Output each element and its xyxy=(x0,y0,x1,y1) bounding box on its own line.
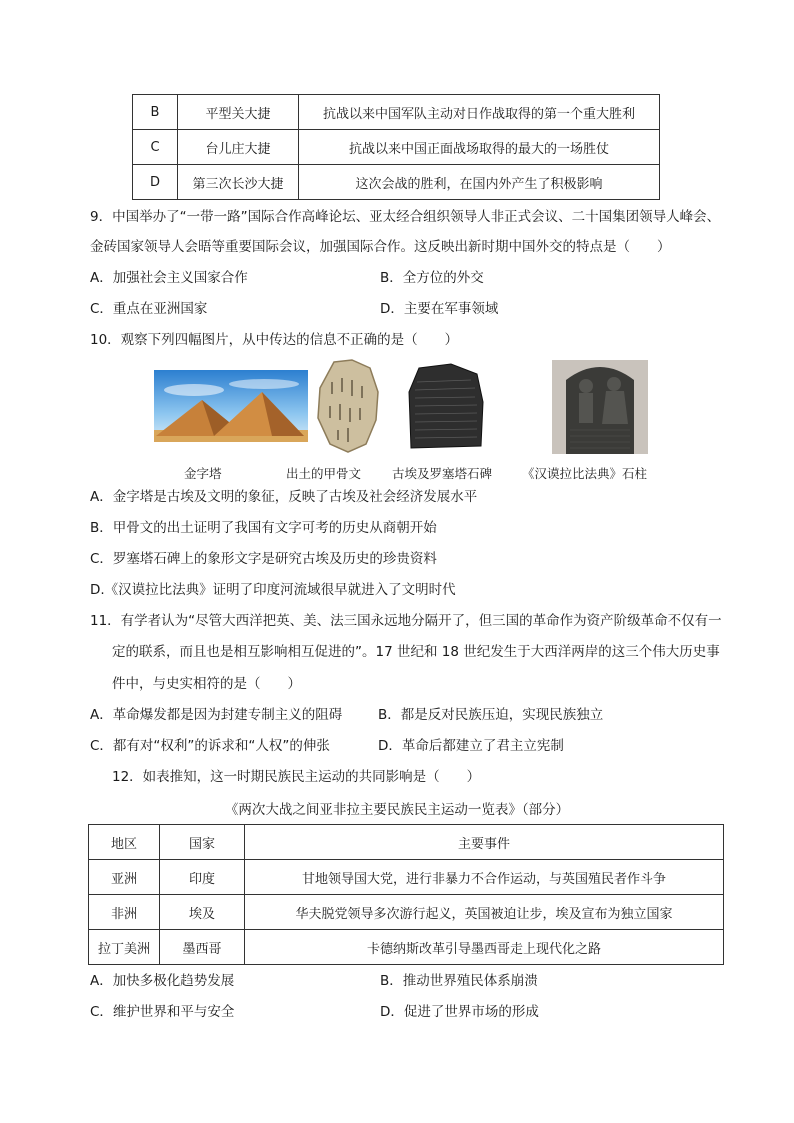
q11-stem-line2: 定的联系，而且也是相互影响相互促进的”。17 世纪和 18 世纪发生于大西洋两岸的这三个伟大历史事 xyxy=(112,644,720,660)
table-cell: 台儿庄大捷 xyxy=(178,130,299,165)
table-cell: 非洲 xyxy=(89,895,160,930)
q11-option-c: C．都有对“权利”的诉求和“人权”的伸张 xyxy=(90,738,330,754)
q10-stem: 10．观察下列四幅图片，从中传达的信息不正确的是（ ） xyxy=(90,332,459,348)
q9-stem-line1: 9．中国举办了“一带一路”国际合作高峰论坛、亚太经合组织领导人非正式会议、二十国集团领导人峰会、 xyxy=(90,209,721,225)
hammurabi-stele-image xyxy=(552,360,648,454)
oracle-bone-image xyxy=(312,358,384,454)
q9-option-a: A．加强社会主义国家合作 xyxy=(90,270,248,286)
table-header: 国家 xyxy=(160,825,245,860)
q9-stem-line2: 金砖国家领导人会晤等重要国际会议，加强国际合作。这反映出新时期中国外交的特点是（ ） xyxy=(90,239,671,255)
caption-pyramid: 金字塔 xyxy=(184,466,222,481)
table-header: 主要事件 xyxy=(245,825,724,860)
q11-stem-line1: 11．有学者认为“尽管大西洋把英、美、法三国永远地分隔开了，但三国的革命作为资产阶级革命不仅有一 xyxy=(90,613,722,629)
table-row xyxy=(89,895,724,930)
caption-hammurabi: 《汉谟拉比法典》石柱 xyxy=(522,466,648,481)
table-cell: 印度 xyxy=(160,860,245,895)
q12-option-c: C．维护世界和平与安全 xyxy=(90,1004,235,1020)
caption-oracle-bone: 出土的甲骨文 xyxy=(286,466,362,481)
q11-option-b: B．都是反对民族压迫，实现民族独立 xyxy=(378,707,604,723)
caption-rosetta-stone: 古埃及罗塞塔石碑 xyxy=(392,466,493,481)
table-cell: 拉丁美洲 xyxy=(89,930,160,965)
table-cell: 平型关大捷 xyxy=(178,95,299,130)
movement-table xyxy=(88,824,724,965)
table-cell: 抗战以来中国正面战场取得的最大的一场胜仗 xyxy=(299,130,660,165)
table-cell: 第三次长沙大捷 xyxy=(178,165,299,200)
q12-option-b: B．推动世界殖民体系崩溃 xyxy=(380,973,538,989)
table-cell: 甘地领导国大党，进行非暴力不合作运动，与英国殖民者作斗争 xyxy=(245,860,724,895)
table-cell: 墨西哥 xyxy=(160,930,245,965)
q12-stem: 12．如表推知，这一时期民族民主运动的共同影响是（ ） xyxy=(112,769,481,785)
q10-option-d: D.《汉谟拉比法典》证明了印度河流域很早就进入了文明时代 xyxy=(90,582,456,598)
table-cell: 埃及 xyxy=(160,895,245,930)
table-cell: 抗战以来中国军队主动对日作战取得的第一个重大胜利 xyxy=(299,95,660,130)
q9-option-c: C．重点在亚洲国家 xyxy=(90,301,208,317)
q12-option-a: A．加快多极化趋势发展 xyxy=(90,973,235,989)
table-cell: D xyxy=(133,165,178,200)
q11-stem-line3: 件中，与史实相符的是（ ） xyxy=(112,676,301,692)
q9-option-b: B．全方位的外交 xyxy=(380,270,484,286)
table-cell: C xyxy=(133,130,178,165)
q10-option-c: C．罗塞塔石碑上的象形文字是研究古埃及历史的珍贵资料 xyxy=(90,551,437,567)
q12-table-title: 《两次大战之间亚非拉主要民族民主运动一览表》（部分） xyxy=(224,802,570,818)
table-cell: 华夫脱党领导多次游行起义，英国被迫让步，埃及宣布为独立国家 xyxy=(245,895,724,930)
battle-table xyxy=(132,94,660,200)
rosetta-stone-image xyxy=(405,362,487,450)
q11-option-d: D．革命后都建立了君主立宪制 xyxy=(378,738,564,754)
table-cell: 这次会战的胜利，在国内外产生了积极影响 xyxy=(299,165,660,200)
table-cell: B xyxy=(133,95,178,130)
q9-option-d: D．主要在军事领域 xyxy=(380,301,499,317)
table-row xyxy=(89,860,724,895)
q10-option-b: B．甲骨文的出土证明了我国有文字可考的历史从商朝开始 xyxy=(90,520,437,536)
q12-option-d: D．促进了世界市场的形成 xyxy=(380,1004,539,1020)
q10-option-a: A．金字塔是古埃及文明的象征，反映了古埃及社会经济发展水平 xyxy=(90,489,478,505)
table-cell: 亚洲 xyxy=(89,860,160,895)
table-row xyxy=(89,930,724,965)
q11-option-a: A．革命爆发都是因为封建专制主义的阻碍 xyxy=(90,707,343,723)
pyramid-image xyxy=(154,370,308,442)
table-cell: 卡德纳斯改革引导墨西哥走上现代化之路 xyxy=(245,930,724,965)
table-header: 地区 xyxy=(89,825,160,860)
